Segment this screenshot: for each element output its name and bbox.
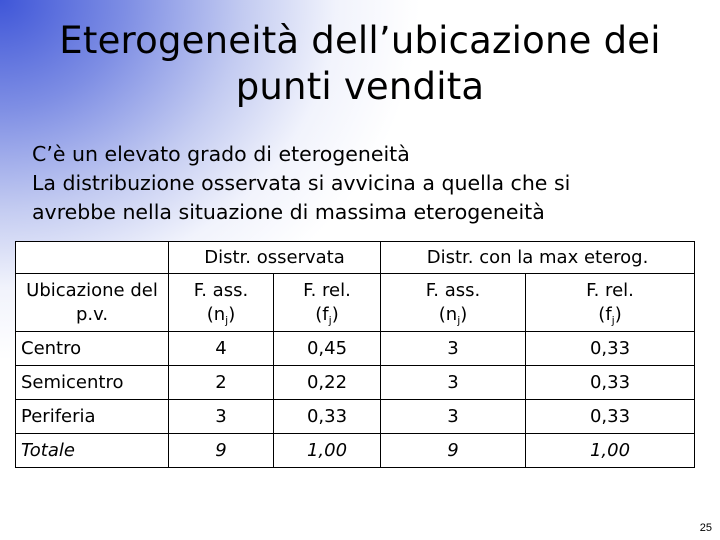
- cell-max-absolute: 3: [381, 332, 526, 366]
- row-label: Semicentro: [16, 366, 169, 400]
- cell-max-absolute: 3: [381, 366, 526, 400]
- header-observed-relative: [274, 274, 381, 332]
- paren-open: (: [315, 303, 323, 325]
- paren-close: ): [331, 303, 339, 325]
- table-group-header-row: [16, 242, 695, 274]
- header-max-absolute: [381, 274, 526, 332]
- paren-open: (: [206, 303, 214, 325]
- intro-line-2: La distribuzione osservata si avvicina a quella che si: [32, 171, 571, 195]
- cell-observed-relative: 0,45: [274, 332, 381, 366]
- header-frel-label: F. rel.: [303, 279, 351, 301]
- symbol-n: n: [213, 303, 226, 325]
- slide-title: [20, 18, 700, 110]
- cell-observed-absolute: 3: [169, 400, 274, 434]
- table-row: [16, 400, 695, 434]
- cell-max-absolute: 3: [381, 400, 526, 434]
- subscript-j: j: [328, 313, 332, 327]
- cell-max-relative: 0,33: [526, 400, 695, 434]
- slide-title-line-2: punti vendita: [235, 65, 485, 108]
- header-location-line-2: p.v.: [75, 303, 109, 325]
- row-label: Periferia: [16, 400, 169, 434]
- table-total-row: [16, 434, 695, 468]
- header-observed-distribution: Distr. osservata: [169, 242, 381, 274]
- table-row: [16, 332, 695, 366]
- header-max-relative: [526, 274, 695, 332]
- header-fass-label: F. ass.: [425, 279, 481, 301]
- total-max-absolute: 9: [381, 434, 526, 468]
- paren-close: ): [228, 303, 236, 325]
- table-row: [16, 366, 695, 400]
- paren-open: (: [598, 303, 606, 325]
- header-observed-absolute: [169, 274, 274, 332]
- cell-observed-absolute: 2: [169, 366, 274, 400]
- table-column-header-row: [16, 274, 695, 332]
- paren-close: ): [460, 303, 468, 325]
- header-fass-label: F. ass.: [193, 279, 249, 301]
- cell-max-relative: 0,33: [526, 332, 695, 366]
- intro-text: [32, 140, 692, 227]
- page-number: 25: [699, 522, 712, 534]
- row-label: Centro: [16, 332, 169, 366]
- intro-line-1: C’è un elevato grado di eterogeneità: [32, 142, 410, 166]
- header-location-line-1: Ubicazione del: [26, 279, 158, 301]
- subscript-j: j: [457, 313, 461, 327]
- total-observed-relative: 1,00: [274, 434, 381, 468]
- cell-observed-relative: 0,22: [274, 366, 381, 400]
- cell-observed-relative: 0,33: [274, 400, 381, 434]
- paren-open: (: [438, 303, 446, 325]
- total-label: Totale: [16, 434, 169, 468]
- header-frel-label: F. rel.: [586, 279, 634, 301]
- header-location: [16, 274, 169, 332]
- paren-close: ): [614, 303, 622, 325]
- subscript-j: j: [611, 313, 615, 327]
- header-max-heterogeneity-distribution: Distr. con la max eterog.: [381, 242, 695, 274]
- frequency-table: [15, 241, 695, 468]
- table-corner-cell: [16, 242, 169, 274]
- total-max-relative: 1,00: [526, 434, 695, 468]
- intro-line-3: avrebbe nella situazione di massima eterogeneità: [32, 200, 545, 224]
- cell-max-relative: 0,33: [526, 366, 695, 400]
- symbol-f: f: [322, 303, 329, 325]
- symbol-f: f: [605, 303, 612, 325]
- total-observed-absolute: 9: [169, 434, 274, 468]
- slide-title-line-1: Eterogeneità dell’ubicazione dei: [59, 19, 661, 62]
- symbol-n: n: [445, 303, 458, 325]
- cell-observed-absolute: 4: [169, 332, 274, 366]
- subscript-j: j: [225, 313, 229, 327]
